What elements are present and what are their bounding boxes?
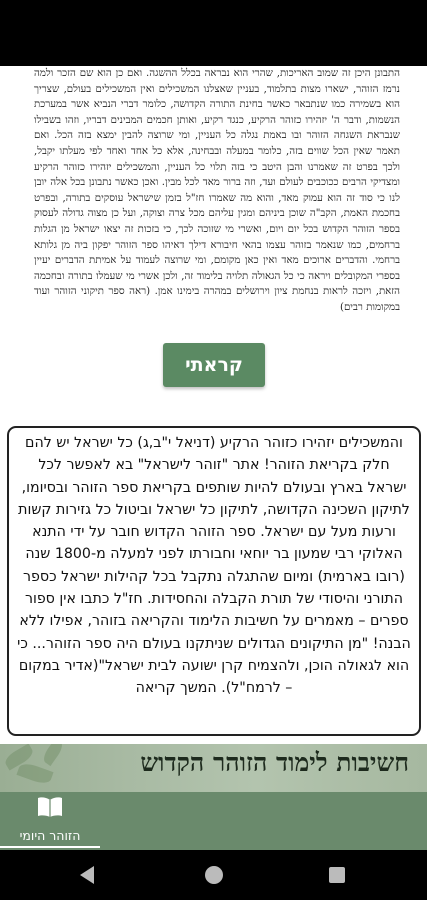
bottom-nav [0, 792, 427, 850]
nav-item-label: הזוהר היומי [19, 828, 81, 843]
banner[interactable] [0, 744, 427, 792]
nav-item-daily-zohar[interactable] [0, 792, 100, 850]
home-icon[interactable] [205, 866, 223, 884]
recent-apps-icon[interactable] [329, 867, 345, 883]
nav-active-indicator [0, 846, 100, 848]
info-box [7, 426, 421, 736]
book-icon [37, 796, 63, 818]
info-text: והמשכילים יזהירו כזוהר הרקיע (דניאל י"ב,ג) כל ישראל יש להם חלק בקריאת הזוהר! אתר "זוהר לישראל" בא לאפשר לכל ישראל בארץ ובעולם להיות שותפים בקריאת ספר הזוהר ובסיומו, לתיקון השכינה הקדושה, לתיקון כל ישראל וביטול כל גזירות קשות ורעות מעל עם ישראל. ספר הזוהר הקדוש חובר על ידי התנא האלוקי רבי שמעון בר יוחאי וחבורתו לפני למעלה מ-1800 שנה (רובו בארמית) ומיום שהתגלה נתקבל בכל קהילות ישראל כספר התורני והיסודי של תורת הקבלה והחסידות. חז"ל כתבו אין ספור ספרים – מאמרים על חשיבות הלימוד והקריאה בזוהר, אפילו ללא הבנה! "מן התיקונים הגדולים שניתקנו בעולם היה ספר הזוהר... כי הוא לגאולה הוכן, ולהצמיח קרן ישועה לבית ישראל"(אדיר במקום – לרמח"ל). המשך קריאה [17, 435, 411, 697]
back-icon[interactable] [80, 866, 94, 884]
read-button[interactable]: קראתי [163, 343, 265, 387]
status-bar [0, 0, 427, 66]
scanned-text: התבונן היכן זה שמוב האריכות, שהרי הוא נבראה בכלל ההשגה. ואם כן הוא שם הזכר ולמה נרמז הזוהר, ישארו מצות בתלמוד, בעניין שאצלנו המשכילים ואין המשכילים בעולם, שצריך הוא בשמירה כמו שנתבאר כאשר בחינת התורה הקדושה, כלומר דברי הנביא אשר במערכת הנשמות, ודבר ה' יזהירו כזוהר הרקיע, כנגד רקיע, ואותן חכמים המבינים דבריו, וזהו בשבילו שנבראת השגחה הזוהר ובו באמת נגלה כל העניין, ומי שרוצה להבין ימצא בזה הכל. ואם תאמר שאין הכל שווים בזה, כלומר במעלה ובבחינה, אלא כל אחד ואחד לפי מעלתו יקבל, ולכך בפרט זה שאמרנו והבן היטב כי בזה תלוי כל העניין, והמשכילים יזהירו כזוהר הרקיע ומצדיקי הרבים ככוכבים לעולם ועד, וזה ברור מאד לכל מבין. ואכן כאשר נתבונן בכל אלה יובן לנו כי סוד זה הוא עמוק מאד, והוא מה שאמרו חז"ל בזמן שישראל עוסקים בתורה, ובפרט בחכמת האמת, הקב"ה שוכן ביניהם ומגין עליהם מכל צרה וצוקה, ועל כן מצוה גדולה לעסוק בספר הזוהר הקדוש בכל יום ויום, ואשרי מי שזוכה לכך, כי בזכות זה יצאו ישראל מן הגלות ברחמים, כמו שנאמר בזוהר עצמו בהאי חיבורא דילך דאיהו ספר הזוהר יפקון ביה מן גלותא ברחמי. והדברים ארוכים מאד ואין כאן מקומם, ומי שרוצה לעמוד על אמיתת הדברים יעיין בספרי המקובלים ויראה כי כל הגאולה תלויה בלימוד זה, ולכן אשרי מי שעמלו בתורה ובחכמה הזאת, ויזכה לראות בנחמת ציון וירושלים במהרה בימינו אמן. (ראה ספר תיקוני הזוהר ועוד במקומות רבים) [34, 68, 400, 313]
system-nav-bar [0, 850, 427, 900]
leaf-decoration [41, 744, 66, 766]
banner-title: חשיבות לימוד הזוהר הקדוש [140, 748, 409, 777]
scanned-text-page [0, 66, 427, 322]
